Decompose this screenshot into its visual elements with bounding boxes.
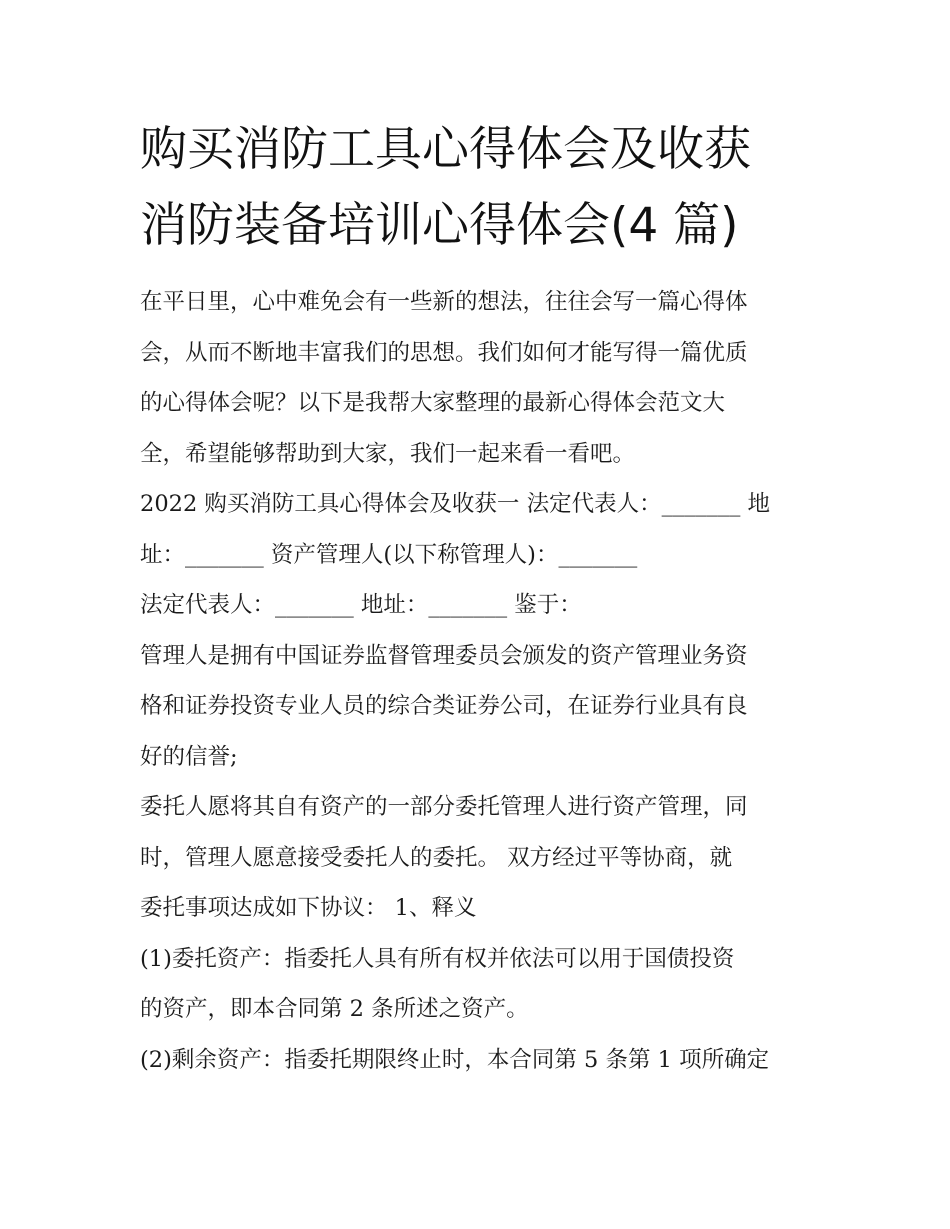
text-line: 好的信誉; [140, 743, 238, 770]
definition-entrusted-assets [140, 934, 820, 1035]
text-line: 的资产，即本合同第 2 条所述之资产。 [140, 996, 529, 1022]
contract-parties-paragraph [140, 479, 820, 580]
manager-qualification-paragraph [140, 631, 820, 783]
text-line: 在平日里，心中难免会有一些新的想法，往往会写一篇心得体 [140, 289, 748, 315]
definition-remaining-assets [140, 1035, 820, 1086]
text-line: 2022 购买消防工具心得体会及收获一 法定代表人：_______ 地 [140, 491, 770, 517]
text-line: 委托人愿将其自有资产的一部分委托管理人进行资产管理，同 [140, 794, 748, 820]
intro-paragraph [140, 277, 820, 479]
document-body [140, 277, 820, 1085]
text-line: 管理人是拥有中国证券监督管理委员会颁发的资产管理业务资 [140, 642, 748, 669]
text-line: 会，从而不断地丰富我们的思想。我们如何才能写得一篇优质 [140, 339, 748, 366]
representative-paragraph [140, 580, 820, 631]
text-line: 址：_______ 资产管理人(以下称管理人)：_______ [140, 541, 638, 568]
text-line: 格和证券投资专业人员的综合类证券公司，在证券行业具有良 [140, 693, 748, 719]
text-line: 法定代表人：_______ 地址：_______ 鉴于： [140, 592, 582, 618]
title-line: 购买消防工具心得体会及收获 [140, 122, 751, 177]
title-line: 消防装备培训心得体会(4 篇) [140, 198, 739, 253]
text-line: 委托事项达成如下协议： 1、释义 [140, 895, 477, 921]
text-line: (1)委托资产：指委托人具有所有权并依法可以用于国债投资 [140, 945, 735, 972]
document-title [140, 112, 820, 264]
text-line: 全，希望能够帮助到大家，我们一起来看一看吧。 [140, 440, 636, 467]
entrustment-paragraph [140, 782, 820, 934]
text-line: 的心得体会呢？以下是我帮大家整理的最新心得体会范文大 [140, 390, 726, 416]
text-line: (2)剩余资产：指委托期限终止时，本合同第 5 条第 1 项所确定 [140, 1046, 770, 1073]
text-line: 时，管理人愿意接受委托人的委托。 双方经过平等协商，就 [140, 844, 733, 871]
